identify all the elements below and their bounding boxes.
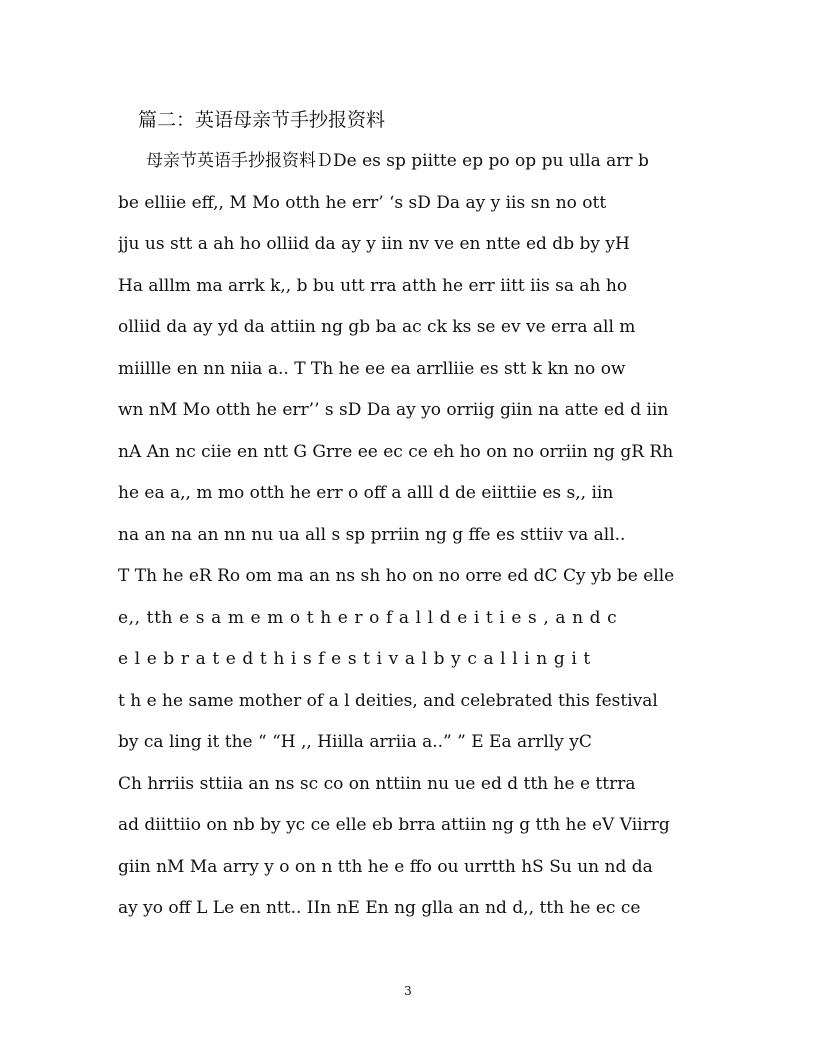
text-line: t h e he same mother of a l deities, and celebrated this festival: [118, 690, 658, 711]
text-line: he ea a,, m mo otth he err o off a alll d de eiittiie es s,, iin: [118, 483, 614, 503]
text-line: nA An nc ciie en ntt G Grre ee ec ce eh ho on no orriin ng gR Rh: [118, 441, 674, 462]
text-line: jju us stt a ah ho olliid da ay y iin nv ve en ntte ed db by yH: [118, 234, 630, 254]
text-line: giin nM Ma arry y o on n tth he e ffo ou urrtth hS Su un nd da: [118, 856, 653, 877]
text-line: e,, tth e s a m e m o t h e r o f a l l d e i t i e s , a n d c: [118, 607, 618, 628]
text-line: 母亲节英语手抄报资料ＤDe es sp piitte ep po op pu ulla arr b: [146, 151, 649, 171]
text-line: miillle en nn niia a.. T Th he ee ea arrlliie es stt k kn no ow: [118, 358, 626, 379]
text-line: e l e b r a t e d t h i s f e s t i v a l b y c a l l i n g i t: [118, 649, 591, 669]
text-line: wn nM Mo otth he err’’ s sD Da ay yo orriig giin na atte ed d iin: [118, 400, 669, 420]
text-line: na an na an nn nu ua all s sp prriin ng g ffe es sttiiv va all..: [118, 524, 626, 545]
page-number: 3: [404, 984, 412, 998]
text-line: by ca ling it the “ “H ,, Hiilla arriia a..” ” E Ea arrlly yC: [118, 732, 592, 752]
text-line: olliid da ay yd da attiin ng gb ba ac ck ks se ev ve erra all m: [118, 317, 636, 337]
body-text: [118, 146, 728, 935]
section-heading: 篇二：英语母亲节手抄报资料: [138, 109, 386, 131]
text-line: ay yo off L Le en ntt.. IIn nE En ng glla an nd d,, tth he ec ce: [118, 898, 641, 918]
text-line: T Th he eR Ro om ma an ns sh ho on no orre ed dC Cy yb be elle: [118, 566, 675, 586]
text-line: Ha alllm ma arrk k,, b bu utt rra atth he err iitt iis sa ah ho: [118, 275, 628, 296]
text-line: Ch hrriis sttiia an ns sc co on nttiin nu ue ed d tth he e ttrra: [118, 773, 636, 794]
text-line: ad diittiio on nb by yc ce elle eb brra attiin ng g tth he eV Viirrg: [118, 815, 670, 835]
text-line: be elliie eff,, M Mo otth he err’ ‘s sD Da ay y iis sn no ott: [118, 192, 607, 213]
